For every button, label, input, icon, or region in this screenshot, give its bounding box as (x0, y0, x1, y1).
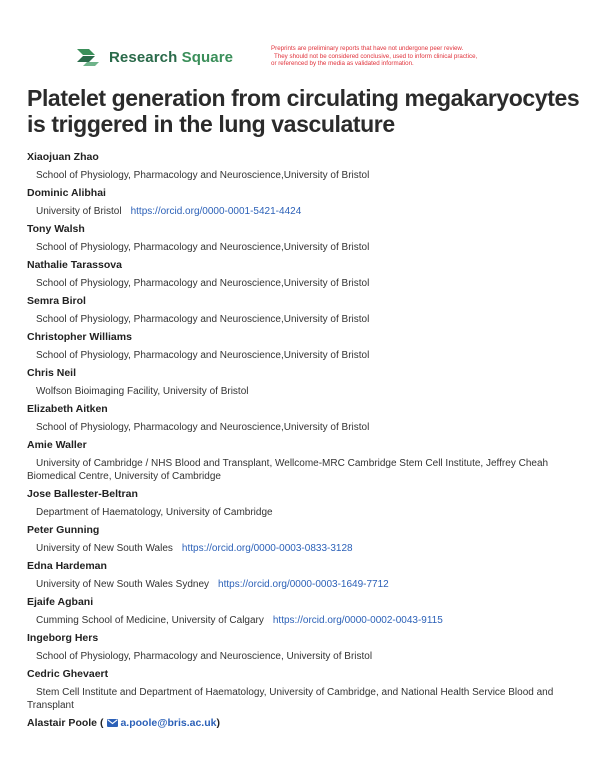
author-affiliation: School of Physiology, Pharmacology and Neuroscience,University of Bristol (36, 242, 370, 253)
author-name: Xiaojuan Zhao (27, 151, 99, 163)
email-link[interactable]: a.poole@bris.ac.uk (120, 717, 217, 729)
author-entry (27, 151, 587, 182)
author-entry (27, 259, 587, 290)
author-entry (27, 367, 587, 398)
author-entry (27, 331, 587, 362)
author-affiliation: Department of Haematology, University of Cambridge (36, 507, 273, 518)
notice-line: or referenced by the media as validated information. (271, 60, 414, 68)
author-name: Cedric Ghevaert (27, 668, 109, 680)
affiliation-text: University of New South Wales (36, 543, 173, 554)
affiliation-text: Cumming School of Medicine, University of Calgary (36, 615, 264, 626)
title-line: Platelet generation from circulating megakaryocytes (27, 85, 580, 111)
brand-name (109, 49, 233, 66)
author-entry (27, 632, 587, 663)
envelope-icon (107, 719, 118, 727)
preprint-notice (271, 45, 541, 68)
author-name: Ingeborg Hers (27, 632, 99, 644)
author-affiliation (27, 205, 587, 218)
author-name: Alastair Poole (27, 717, 98, 729)
author-entry (27, 187, 587, 218)
author-affiliation: Wolfson Bioimaging Facility, University of Bristol (36, 386, 249, 397)
notice-line: Preprints are preliminary reports that have not undergone peer review. (271, 45, 464, 52)
author-affiliation: Stem Cell Institute and Department of Haematology, University of Cambridge, and National Health Service Blood and Transplant (27, 687, 554, 711)
author-name: Amie Waller (27, 439, 87, 451)
affiliation-text: University of Bristol (36, 206, 122, 217)
orcid-link[interactable]: https://orcid.org/0000-0003-0833-3128 (181, 543, 353, 554)
author-entry (27, 560, 587, 591)
brand-name-research: Research (109, 48, 178, 66)
author-affiliation: School of Physiology, Pharmacology and Neuroscience, University of Bristol (36, 651, 373, 662)
brand-name-square: Square (181, 48, 234, 66)
corresponding-author-name (27, 717, 587, 730)
author-affiliation: School of Physiology, Pharmacology and Neuroscience,University of Bristol (36, 170, 370, 181)
author-name: Semra Birol (27, 295, 86, 307)
author-name: Elizabeth Aitken (27, 403, 108, 415)
research-square-logo-icon (75, 47, 101, 67)
orcid-link[interactable]: https://orcid.org/0000-0001-5421-4424 (130, 206, 302, 217)
author-name: Chris Neil (27, 367, 77, 379)
author-list (27, 151, 587, 735)
author-entry (27, 439, 587, 483)
open-paren: ( (99, 717, 104, 729)
corresponding-author (27, 717, 587, 730)
author-name: Nathalie Tarassova (27, 259, 122, 271)
author-affiliation: School of Physiology, Pharmacology and Neuroscience,University of Bristol (36, 422, 370, 433)
affiliation-text: University of New South Wales Sydney (36, 579, 210, 590)
author-name: Dominic Alibhai (27, 187, 106, 199)
author-entry (27, 223, 587, 254)
author-entry (27, 403, 587, 434)
author-affiliation: School of Physiology, Pharmacology and Neuroscience,University of Bristol (36, 314, 370, 325)
author-entry (27, 596, 587, 627)
research-square-logo[interactable] (75, 47, 233, 67)
header (75, 45, 535, 77)
author-entry (27, 524, 587, 555)
orcid-link[interactable]: https://orcid.org/0000-0002-0043-9115 (272, 615, 443, 626)
author-affiliation (27, 542, 587, 555)
orcid-link[interactable]: https://orcid.org/0000-0003-1649-7712 (218, 579, 389, 590)
author-name: Jose Ballester-Beltran (27, 488, 138, 500)
author-entry (27, 668, 587, 712)
author-entry (27, 488, 587, 519)
author-name: Christopher Williams (27, 331, 132, 343)
close-paren: ) (216, 717, 220, 729)
paper-title (27, 85, 587, 137)
author-name: Edna Hardeman (27, 560, 107, 572)
title-line: is triggered in the lung vasculature (27, 111, 395, 137)
author-name: Tony Walsh (27, 223, 85, 235)
author-affiliation: University of Cambridge / NHS Blood and Transplant, Wellcome-MRC Cambridge Stem Cell Institute, Jeffrey Cheah Biomedical Centre, University of Cambridge (27, 458, 549, 482)
notice-line: They should not be considered conclusive, used to inform clinical practice, (274, 52, 478, 60)
author-affiliation: School of Physiology, Pharmacology and Neuroscience,University of Bristol (36, 350, 370, 361)
author-affiliation: School of Physiology, Pharmacology and Neuroscience,University of Bristol (36, 278, 370, 289)
author-entry (27, 295, 587, 326)
author-name: Ejaife Agbani (27, 596, 94, 608)
author-affiliation (27, 614, 587, 627)
author-affiliation (27, 578, 587, 591)
author-name: Peter Gunning (27, 524, 100, 536)
